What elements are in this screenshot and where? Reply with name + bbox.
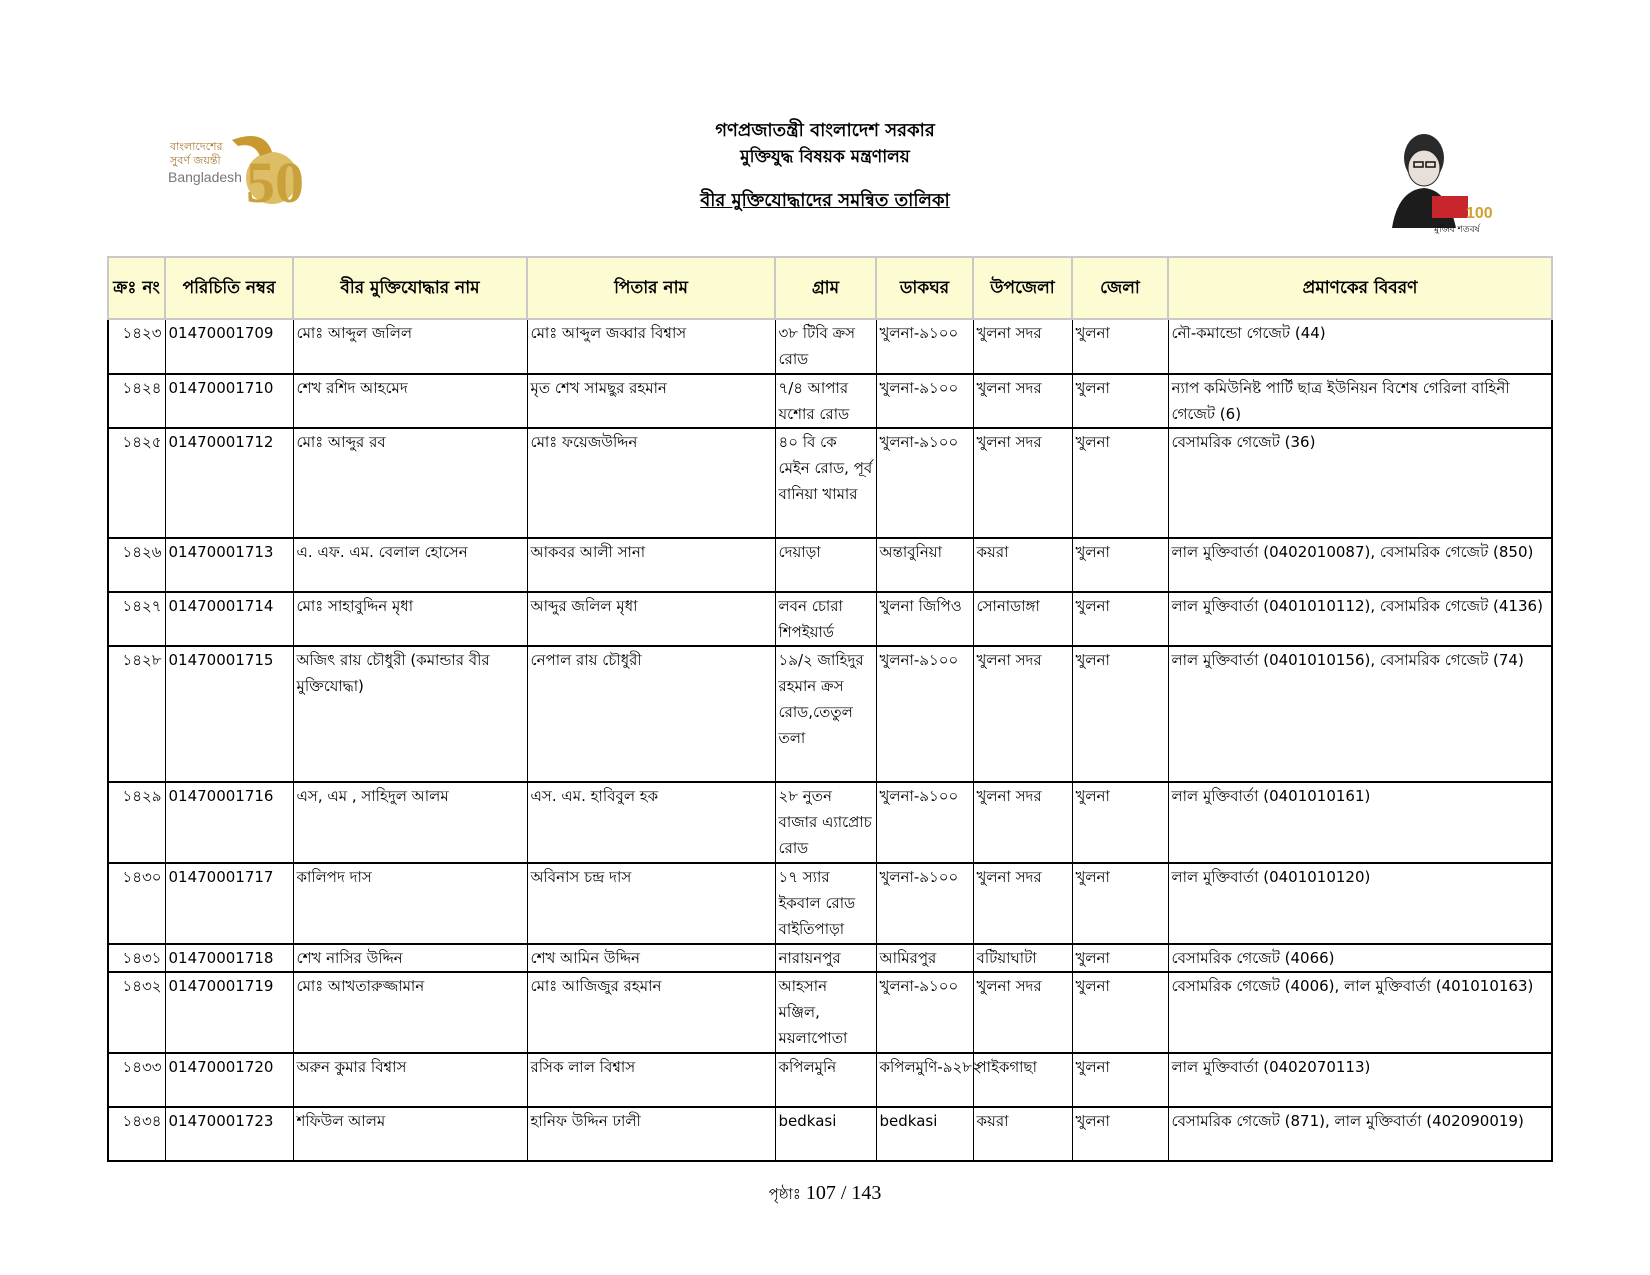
cell-district: খুলনা: [1072, 944, 1168, 972]
cell-father: মোঃ আজিজুর রহমান: [527, 972, 775, 1053]
cell-name: মোঃ আব্দুর রব: [293, 428, 527, 538]
page-number: 107 / 143: [805, 1182, 882, 1204]
cell-father: মোঃ আব্দুল জব্বার বিশ্বাস: [527, 319, 775, 374]
cell-id: 01470001723: [165, 1107, 293, 1161]
cell-id: 01470001718: [165, 944, 293, 972]
cell-village: লবন চোরা শিপইয়ার্ড: [775, 592, 876, 646]
cell-post-office: খুলনা-৯১০০: [876, 972, 973, 1053]
cell-upazila: পাইকগাছা: [973, 1053, 1072, 1107]
page-footer: [0, 1182, 1650, 1208]
cell-name: শফিউল আলম: [293, 1107, 527, 1161]
cell-district: খুলনা: [1072, 646, 1168, 782]
table-row: [108, 1053, 1552, 1107]
logo-left-number: 50: [246, 150, 304, 215]
cell-father: আকবর আলী সানা: [527, 538, 775, 592]
cell-upazila: খুলনা সদর: [973, 972, 1072, 1053]
col-header-village: গ্রাম: [775, 257, 876, 319]
cell-id: 01470001717: [165, 863, 293, 944]
cell-village: দেয়াড়া: [775, 538, 876, 592]
cell-id: 01470001714: [165, 592, 293, 646]
col-header-serial: ক্রঃ নং: [108, 257, 165, 319]
cell-id: 01470001709: [165, 319, 293, 374]
cell-upazila: সোনাডাঙ্গা: [973, 592, 1072, 646]
freedom-fighters-table: [107, 256, 1553, 1162]
table-row: [108, 428, 1552, 538]
cell-district: খুলনা: [1072, 374, 1168, 428]
cell-evidence: বেসামরিক গেজেট (36): [1168, 428, 1552, 538]
cell-district: খুলনা: [1072, 863, 1168, 944]
cell-father: রসিক লাল বিশ্বাস: [527, 1053, 775, 1107]
cell-post-office: খুলনা জিপিও: [876, 592, 973, 646]
cell-serial: ১৪২৪: [108, 374, 165, 428]
cell-serial: ১৪২৯: [108, 782, 165, 863]
cell-village: ৩৮ টিবি ক্রস রোড: [775, 319, 876, 374]
cell-father: এস. এম. হাবিবুল হক: [527, 782, 775, 863]
cell-village: ২৮ নুতন বাজার এ্যাপ্রোচ রোড: [775, 782, 876, 863]
ministry-title: মুক্তিযুদ্ধ বিষয়ক মন্ত্রণালয়: [740, 147, 910, 167]
cell-village: ১৭ স্যার ইকবাল রোড বাইতিপাড়া: [775, 863, 876, 944]
cell-serial: ১৪২৫: [108, 428, 165, 538]
cell-name: শেখ নাসির উদ্দিন: [293, 944, 527, 972]
cell-id: 01470001720: [165, 1053, 293, 1107]
cell-post-office: খুলনা-৯১০০: [876, 374, 973, 428]
cell-evidence: বেসামরিক গেজেট (4066): [1168, 944, 1552, 972]
table-row: [108, 646, 1552, 782]
cell-district: খুলনা: [1072, 1107, 1168, 1161]
cell-village: ৪০ বি কে মেইন রোড, পূর্ব বানিয়া খামার: [775, 428, 876, 538]
cell-serial: ১৪২৭: [108, 592, 165, 646]
cell-post-office: bedkasi: [876, 1107, 973, 1161]
cell-father: মোঃ ফয়েজউদ্দিন: [527, 428, 775, 538]
col-header-name: বীর মুক্তিযোদ্ধার নাম: [293, 257, 527, 319]
cell-id: 01470001716: [165, 782, 293, 863]
cell-evidence: লাল মুক্তিবার্তা (0401010161): [1168, 782, 1552, 863]
cell-father: নেপাল রায় চৌধুরী: [527, 646, 775, 782]
cell-district: খুলনা: [1072, 538, 1168, 592]
cell-upazila: খুলনা সদর: [973, 428, 1072, 538]
cell-post-office: খুলনা-৯১০০: [876, 646, 973, 782]
government-title: গণপ্রজাতন্ত্রী বাংলাদেশ সরকার: [715, 120, 935, 141]
cell-name: অরুন কুমার বিশ্বাস: [293, 1053, 527, 1107]
cell-village: ১৯/২ জাহিদুর রহমান ক্রস রোড,তেতুল তলা: [775, 646, 876, 782]
table-header-row: [108, 257, 1552, 319]
cell-evidence: লাল মুক্তিবার্তা (0401010156), বেসামরিক গেজেট (74): [1168, 646, 1552, 782]
cell-id: 01470001719: [165, 972, 293, 1053]
cell-name: এ. এফ. এম. বেলাল হোসেন: [293, 538, 527, 592]
table-row: [108, 944, 1552, 972]
cell-id: 01470001710: [165, 374, 293, 428]
cell-post-office: খুলনা-৯১০০: [876, 428, 973, 538]
table-row: [108, 592, 1552, 646]
col-header-post-office: ডাকঘর: [876, 257, 973, 319]
logo-left-bn-1: বাংলাদেশের: [170, 140, 223, 153]
table-row: [108, 374, 1552, 428]
cell-father: হানিফ উদ্দিন ঢালী: [527, 1107, 775, 1161]
col-header-evidence: প্রমাণকের বিবরণ: [1168, 257, 1552, 319]
table-row: [108, 782, 1552, 863]
cell-serial: ১৪৩৩: [108, 1053, 165, 1107]
cell-upazila: বটিয়াঘাটা: [973, 944, 1072, 972]
cell-village: নারায়নপুর: [775, 944, 876, 972]
table-row: [108, 972, 1552, 1053]
cell-post-office: অন্তাবুনিয়া: [876, 538, 973, 592]
golden-jubilee-logo: [168, 132, 310, 216]
table-row: [108, 863, 1552, 944]
cell-father: শেখ আমিন উদ্দিন: [527, 944, 775, 972]
table-row: [108, 1107, 1552, 1161]
cell-evidence: বেসামরিক গেজেট (4006), লাল মুক্তিবার্তা (401010163): [1168, 972, 1552, 1053]
cell-post-office: কপিলমুণি-৯২৮২: [876, 1053, 973, 1107]
cell-upazila: খুলনা সদর: [973, 374, 1072, 428]
cell-name: অজিৎ রায় চৌধুরী (কমান্ডার বীর মুক্তিযোদ্ধা): [293, 646, 527, 782]
cell-district: খুলনা: [1072, 592, 1168, 646]
cell-upazila: খুলনা সদর: [973, 863, 1072, 944]
col-header-id: পরিচিতি নম্বর: [165, 257, 293, 319]
cell-post-office: আমিরপুর: [876, 944, 973, 972]
logo-left-bn-2: সুবর্ণ জয়ন্তী: [170, 154, 221, 167]
col-header-district: জেলা: [1072, 257, 1168, 319]
cell-upazila: কয়রা: [973, 1107, 1072, 1161]
cell-district: খুলনা: [1072, 782, 1168, 863]
cell-village: আহসান মঞ্জিল, ময়লাপোতা: [775, 972, 876, 1053]
logo-right-number: 100: [1466, 205, 1493, 222]
cell-evidence: লাল মুক্তিবার্তা (0402070113): [1168, 1053, 1552, 1107]
page-label: পৃষ্ঠাঃ: [768, 1185, 801, 1203]
cell-upazila: খুলনা সদর: [973, 782, 1072, 863]
cell-upazila: খুলনা সদর: [973, 646, 1072, 782]
cell-id: 01470001715: [165, 646, 293, 782]
cell-district: খুলনা: [1072, 428, 1168, 538]
cell-evidence: বেসামরিক গেজেট (871), লাল মুক্তিবার্তা (402090019): [1168, 1107, 1552, 1161]
list-title: বীর মুক্তিযোদ্ধাদের সমন্বিত তালিকা: [700, 190, 950, 211]
table-row: [108, 319, 1552, 374]
cell-upazila: কয়রা: [973, 538, 1072, 592]
cell-serial: ১৪২৮: [108, 646, 165, 782]
col-header-upazila: উপজেলা: [973, 257, 1072, 319]
cell-serial: ১৪৩০: [108, 863, 165, 944]
cell-name: কালিপদ দাস: [293, 863, 527, 944]
cell-evidence: লাল মুক্তিবার্তা (0401010112), বেসামরিক গেজেট (4136): [1168, 592, 1552, 646]
cell-evidence: লাল মুক্তিবার্তা (0401010120): [1168, 863, 1552, 944]
cell-evidence: ন্যাপ কমিউনিষ্ট পার্টি ছাত্র ইউনিয়ন বিশেষ গেরিলা বাহিনী গেজেট (6): [1168, 374, 1552, 428]
cell-id: 01470001712: [165, 428, 293, 538]
cell-post-office: খুলনা-৯১০০: [876, 319, 973, 374]
cell-serial: ১৪৩২: [108, 972, 165, 1053]
mujib-100-logo: [1378, 128, 1493, 236]
cell-id: 01470001713: [165, 538, 293, 592]
cell-evidence: নৌ-কমান্ডো গেজেট (44): [1168, 319, 1552, 374]
cell-evidence: লাল মুক্তিবার্তা (0402010087), বেসামরিক গেজেট (850): [1168, 538, 1552, 592]
page-header: [600, 118, 1050, 214]
cell-district: খুলনা: [1072, 1053, 1168, 1107]
cell-father: অবিনাস চন্দ্র দাস: [527, 863, 775, 944]
cell-village: ৭/৪ আপার যশোর রোড: [775, 374, 876, 428]
logo-left-en: Bangladesh: [168, 169, 242, 185]
cell-name: এস, এম , সাহিদুল আলম: [293, 782, 527, 863]
logo-right-caption: মুজিব শতবর্ষ: [1434, 225, 1480, 235]
col-header-father: পিতার নাম: [527, 257, 775, 319]
cell-name: মোঃ সাহাবুদ্দিন মৃধা: [293, 592, 527, 646]
cell-upazila: খুলনা সদর: [973, 319, 1072, 374]
cell-father: আব্দুর জলিল মৃধা: [527, 592, 775, 646]
cell-village: কপিলমুনি: [775, 1053, 876, 1107]
cell-name: শেখ রশিদ আহমেদ: [293, 374, 527, 428]
cell-name: মোঃ আব্দুল জলিল: [293, 319, 527, 374]
cell-serial: ১৪৩১: [108, 944, 165, 972]
cell-serial: ১৪২৬: [108, 538, 165, 592]
table-row: [108, 538, 1552, 592]
cell-district: খুলনা: [1072, 319, 1168, 374]
cell-post-office: খুলনা-৯১০০: [876, 782, 973, 863]
cell-serial: ১৪২৩: [108, 319, 165, 374]
cell-village: bedkasi: [775, 1107, 876, 1161]
cell-district: খুলনা: [1072, 972, 1168, 1053]
cell-serial: ১৪৩৪: [108, 1107, 165, 1161]
cell-post-office: খুলনা-৯১০০: [876, 863, 973, 944]
cell-father: মৃত শেখ সামছুর রহমান: [527, 374, 775, 428]
cell-name: মোঃ আখতারুজ্জামান: [293, 972, 527, 1053]
